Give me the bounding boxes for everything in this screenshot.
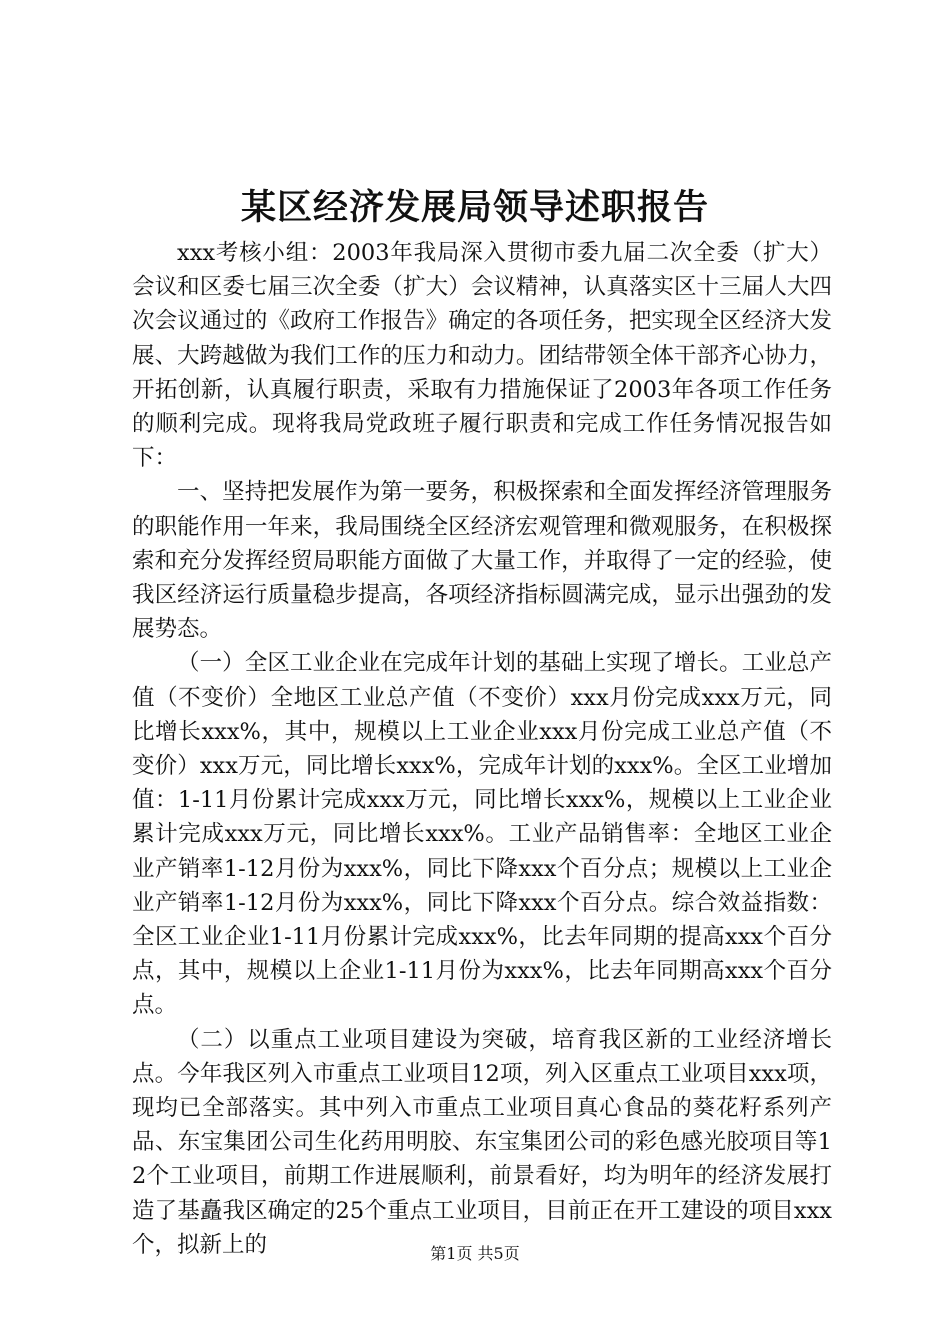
document-title: 某区经济发展局领导述职报告 bbox=[240, 187, 709, 228]
paragraph-subsection-2: （二）以重点工业项目建设为突破，培育我区新的工业经济增长点。今年我区列入市重点工业项目12项，列入区重点工业项目xxx项，现均已全部落实。其中列入市重点工业项目真心食品的葵花籽系列产品、东宝集团公司生化药用明胶、东宝集团公司的彩色感光胶项目等12个工业项目，前期工作进展顺利，前景看好，均为明年的经济发展打造了基矗我区确定的25个重点工业项目，目前正在开工建设的项目xxx个，拟新上的 bbox=[132, 1026, 832, 1258]
document-body bbox=[132, 236, 832, 1262]
paragraph-subsection-1: （一）全区工业企业在完成年计划的基础上实现了增长。工业总产值（不变价）全地区工业总产值（不变价）xxx月份完成xxx万元，同比增长xxx%，其中，规模以上工业企业xxx月份完成工业总产值（不变价）xxx万元，同比增长xxx%，完成年计划的xxx%。全区工业增加值：1-11月份累计完成xxx万元，同比增长xxx%，规模以上工业企业累计完成xxx万元，同比增长xxx%。工业产品销售率：全地区工业企业产销率1-12月份为xxx%，同比下降xxx个百分点；规模以上工业企业产销率1-12月份为xxx%，同比下降xxx个百分点。综合效益指数：全区工业企业1-11月份累计完成xxx%，比去年同期的提高xxx个百分点，其中，规模以上企业1-11月份为xxx%，比去年同期高xxx个百分点。 bbox=[132, 650, 832, 1019]
paragraph-section-1: 一、坚持把发展作为第一要务，积极探索和全面发挥经济管理服务的职能作用一年来，我局围绕全区经济宏观管理和微观服务，在积极探索和充分发挥经贸局职能方面做了大量工作，并取得了一定的经验，使我区经济运行质量稳步提高，各项经济指标圆满完成，显示出强劲的发展势态。 bbox=[132, 479, 832, 643]
page-footer: 第1页 共5页 bbox=[430, 1244, 520, 1263]
paragraph-intro: xxx考核小组：2003年我局深入贯彻市委九届二次全委（扩大）会议和区委七届三次全委（扩大）会议精神，认真落实区十三届人大四次会议通过的《政府工作报告》确定的各项任务，把实现全区经济大发展、大跨越做为我们工作的压力和动力。团结带领全体干部齐心协力，开拓创新，认真履行职责，采取有力措施保证了2003年各项工作任务的顺利完成。现将我局党政班子履行职责和完成工作任务情况报告如下： bbox=[132, 240, 832, 472]
